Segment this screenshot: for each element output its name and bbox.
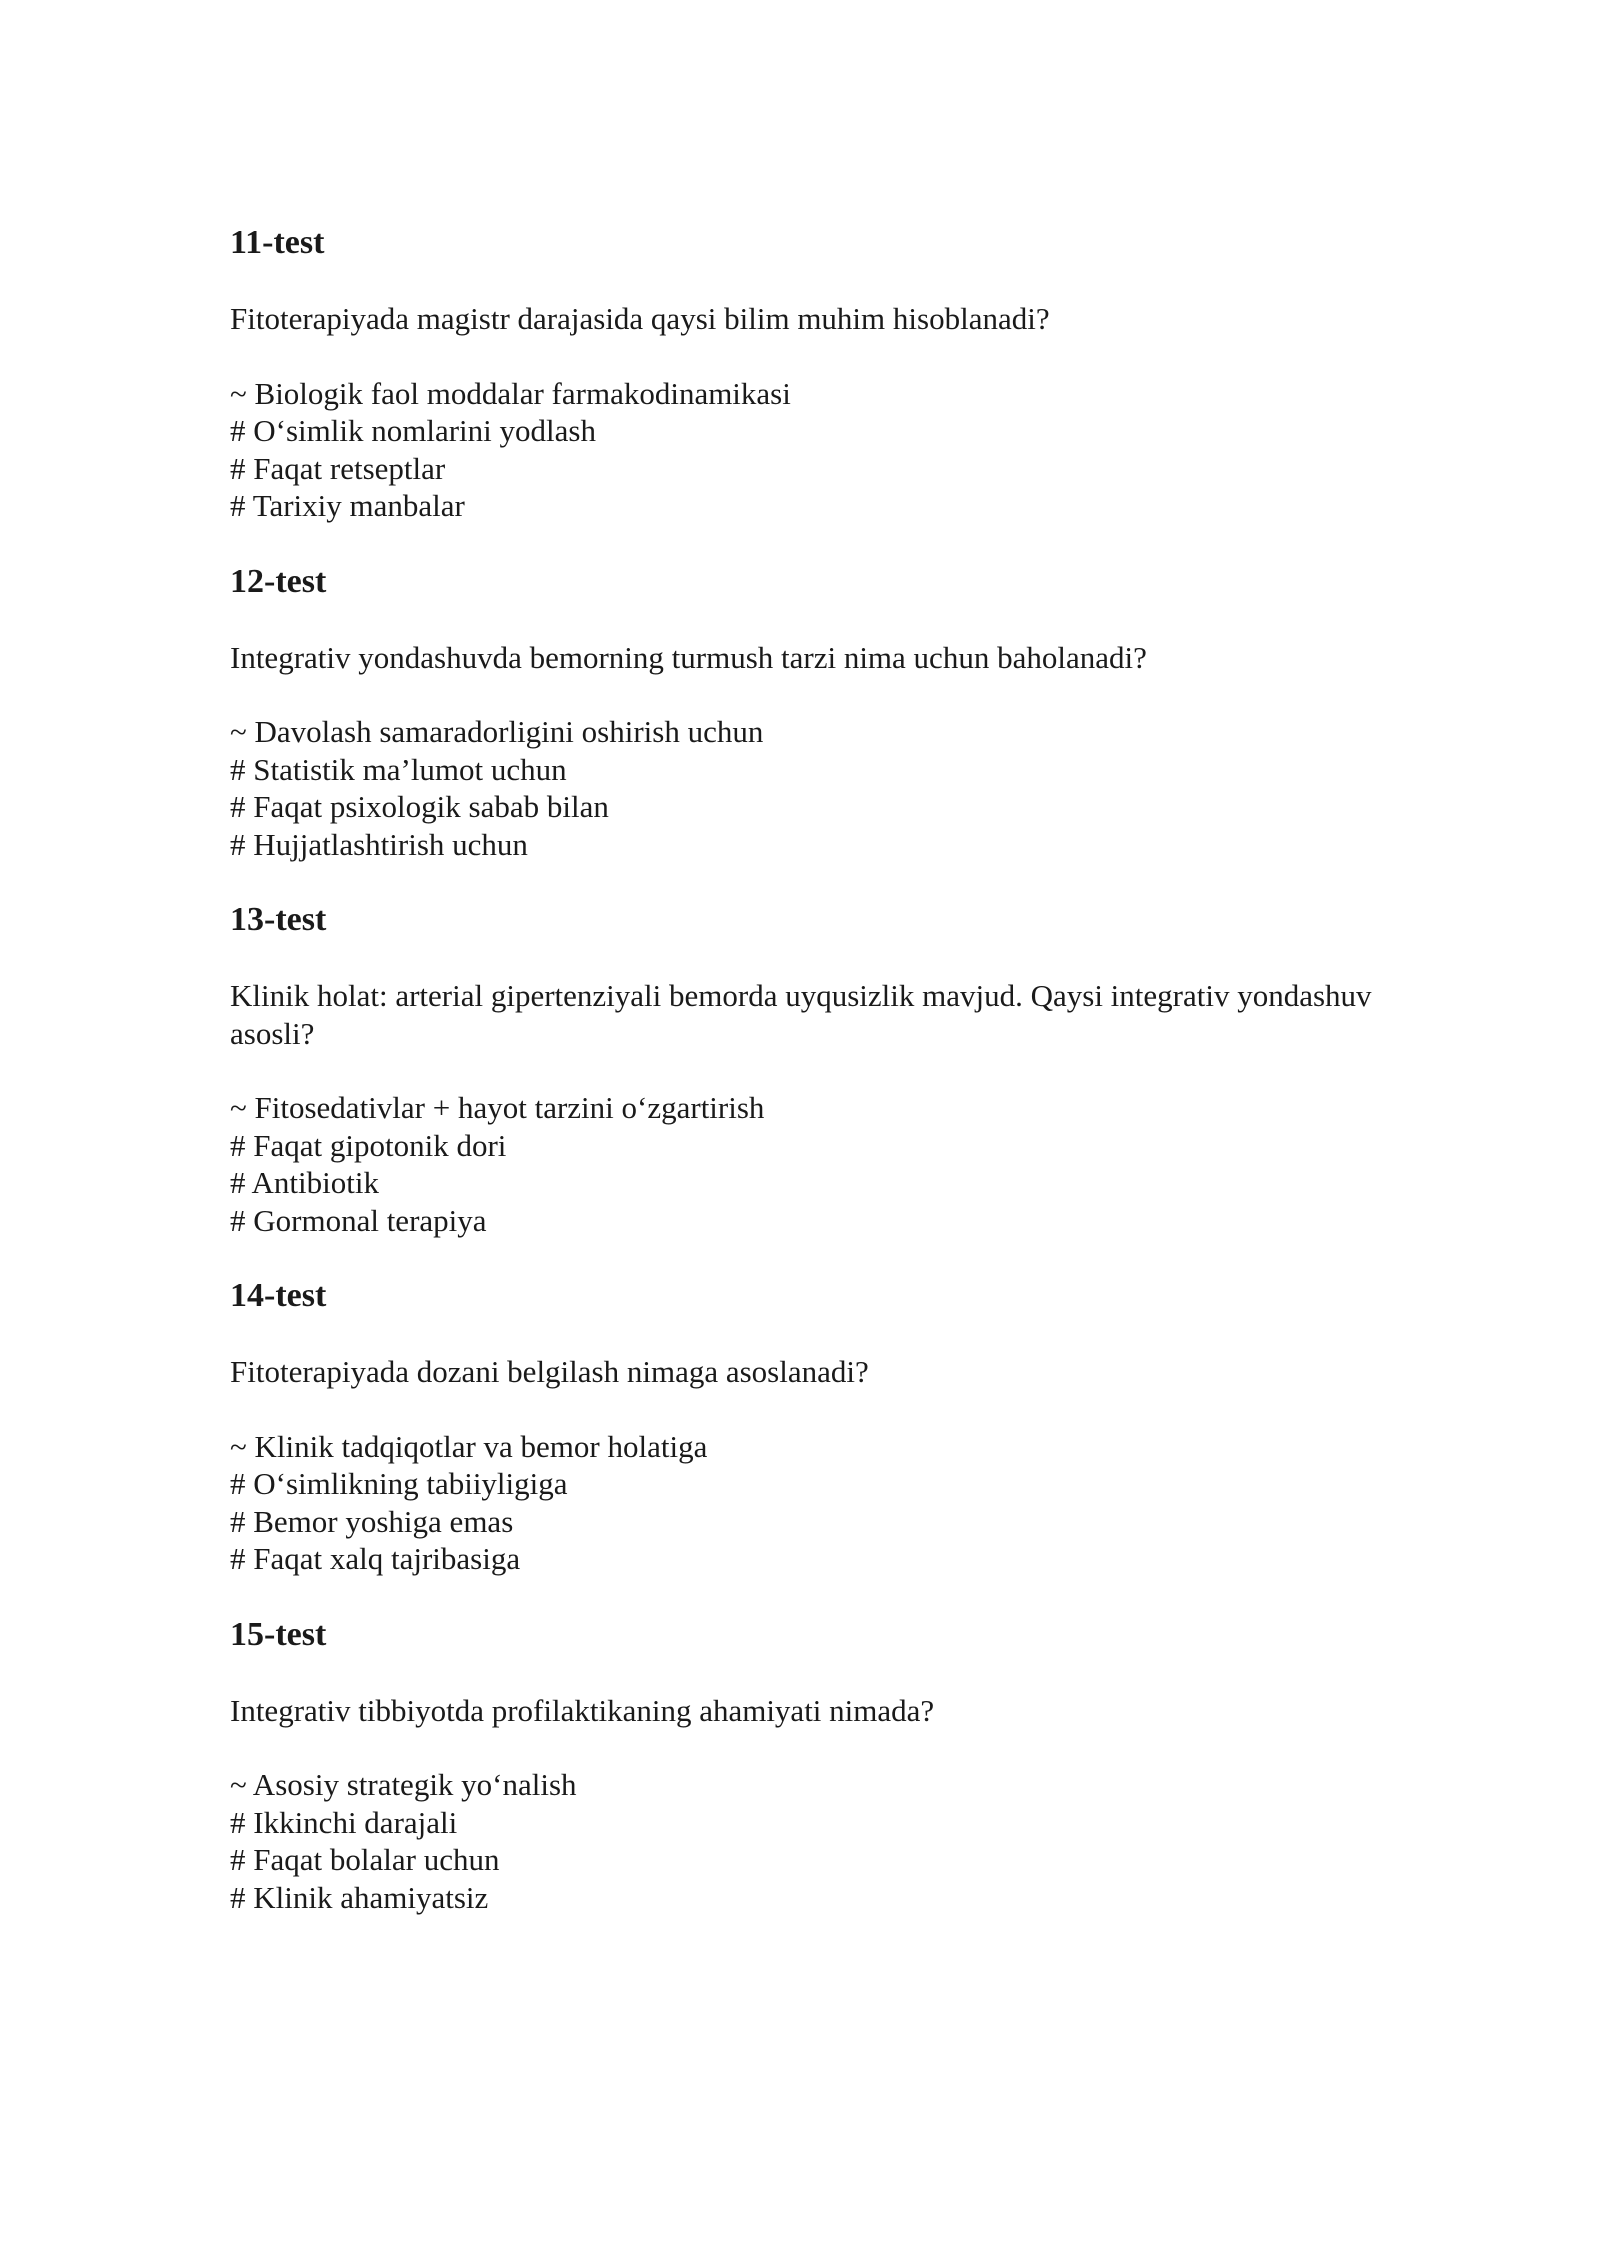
answer-option: # Hujjatlashtirish uchun — [230, 826, 528, 862]
answer-list — [230, 713, 1430, 863]
question-text: Integrativ tibbiyotda profilaktikaning ahamiyati nimada? — [230, 1692, 935, 1728]
question-text: Klinik holat: arterial gipertenziyali bemorda uyqusizlik mavjud. Qaysi integrativ yondashuv asosli? — [230, 978, 1372, 1051]
test-block-11 — [230, 226, 1430, 525]
answer-option: # Faqat xalq tajribasiga — [230, 1541, 521, 1576]
answer-list — [230, 1428, 1430, 1578]
answer-option: # O‘simlikning tabiiyligiga — [230, 1466, 568, 1501]
test-title: 13-test — [230, 901, 327, 938]
test-title: 14-test — [230, 1277, 327, 1314]
answer-option: # O‘simlik nomlarini yodlash — [230, 413, 596, 448]
answer-option: # Faqat psixologik sabab bilan — [230, 789, 609, 824]
answer-option: # Statistik ma’lumot uchun — [230, 751, 567, 787]
test-title: 15-test — [230, 1615, 327, 1653]
test-title: 12-test — [230, 562, 327, 600]
answer-correct: ~ Asosiy strategik yo‘nalish — [230, 1767, 577, 1802]
answer-option: # Ikkinchi darajali — [230, 1804, 458, 1840]
answer-list — [230, 1089, 1430, 1239]
answer-option: # Antibiotik — [230, 1165, 379, 1200]
answer-list — [230, 1766, 1430, 1916]
question-text: Integrativ yondashuvda bemorning turmush tarzi nima uchun baholanadi? — [230, 639, 1147, 675]
test-title: 11-test — [230, 224, 325, 261]
answer-option: # Bemor yoshiga emas — [230, 1503, 514, 1539]
answer-list — [230, 375, 1430, 525]
test-block-13 — [230, 903, 1430, 1239]
question-text: Fitoterapiyada magistr darajasida qaysi bilim muhim hisoblanadi? — [230, 301, 1050, 336]
answer-option: # Faqat gipotonik dori — [230, 1127, 507, 1163]
answer-correct: ~ Klinik tadqiqotlar va bemor holatiga — [230, 1428, 708, 1464]
answer-correct: ~ Biologik faol moddalar farmakodinamikasi — [230, 375, 791, 411]
test-block-12 — [230, 562, 1430, 864]
answer-option: # Faqat retseptlar — [230, 450, 446, 486]
answer-option: # Tarixiy manbalar — [230, 488, 465, 523]
answer-option: # Gormonal terapiya — [230, 1202, 487, 1238]
document-page — [230, 226, 1430, 1956]
test-block-15 — [230, 1615, 1430, 1917]
answer-correct: ~ Fitosedativlar + hayot tarzini o‘zgartirish — [230, 1090, 765, 1125]
test-block-14 — [230, 1279, 1430, 1578]
answer-option: # Faqat bolalar uchun — [230, 1842, 500, 1877]
question-text: Fitoterapiyada dozani belgilash nimaga asoslanadi? — [230, 1354, 869, 1389]
answer-correct: ~ Davolash samaradorligini oshirish uchun — [230, 714, 764, 749]
answer-option: # Klinik ahamiyatsiz — [230, 1879, 489, 1915]
